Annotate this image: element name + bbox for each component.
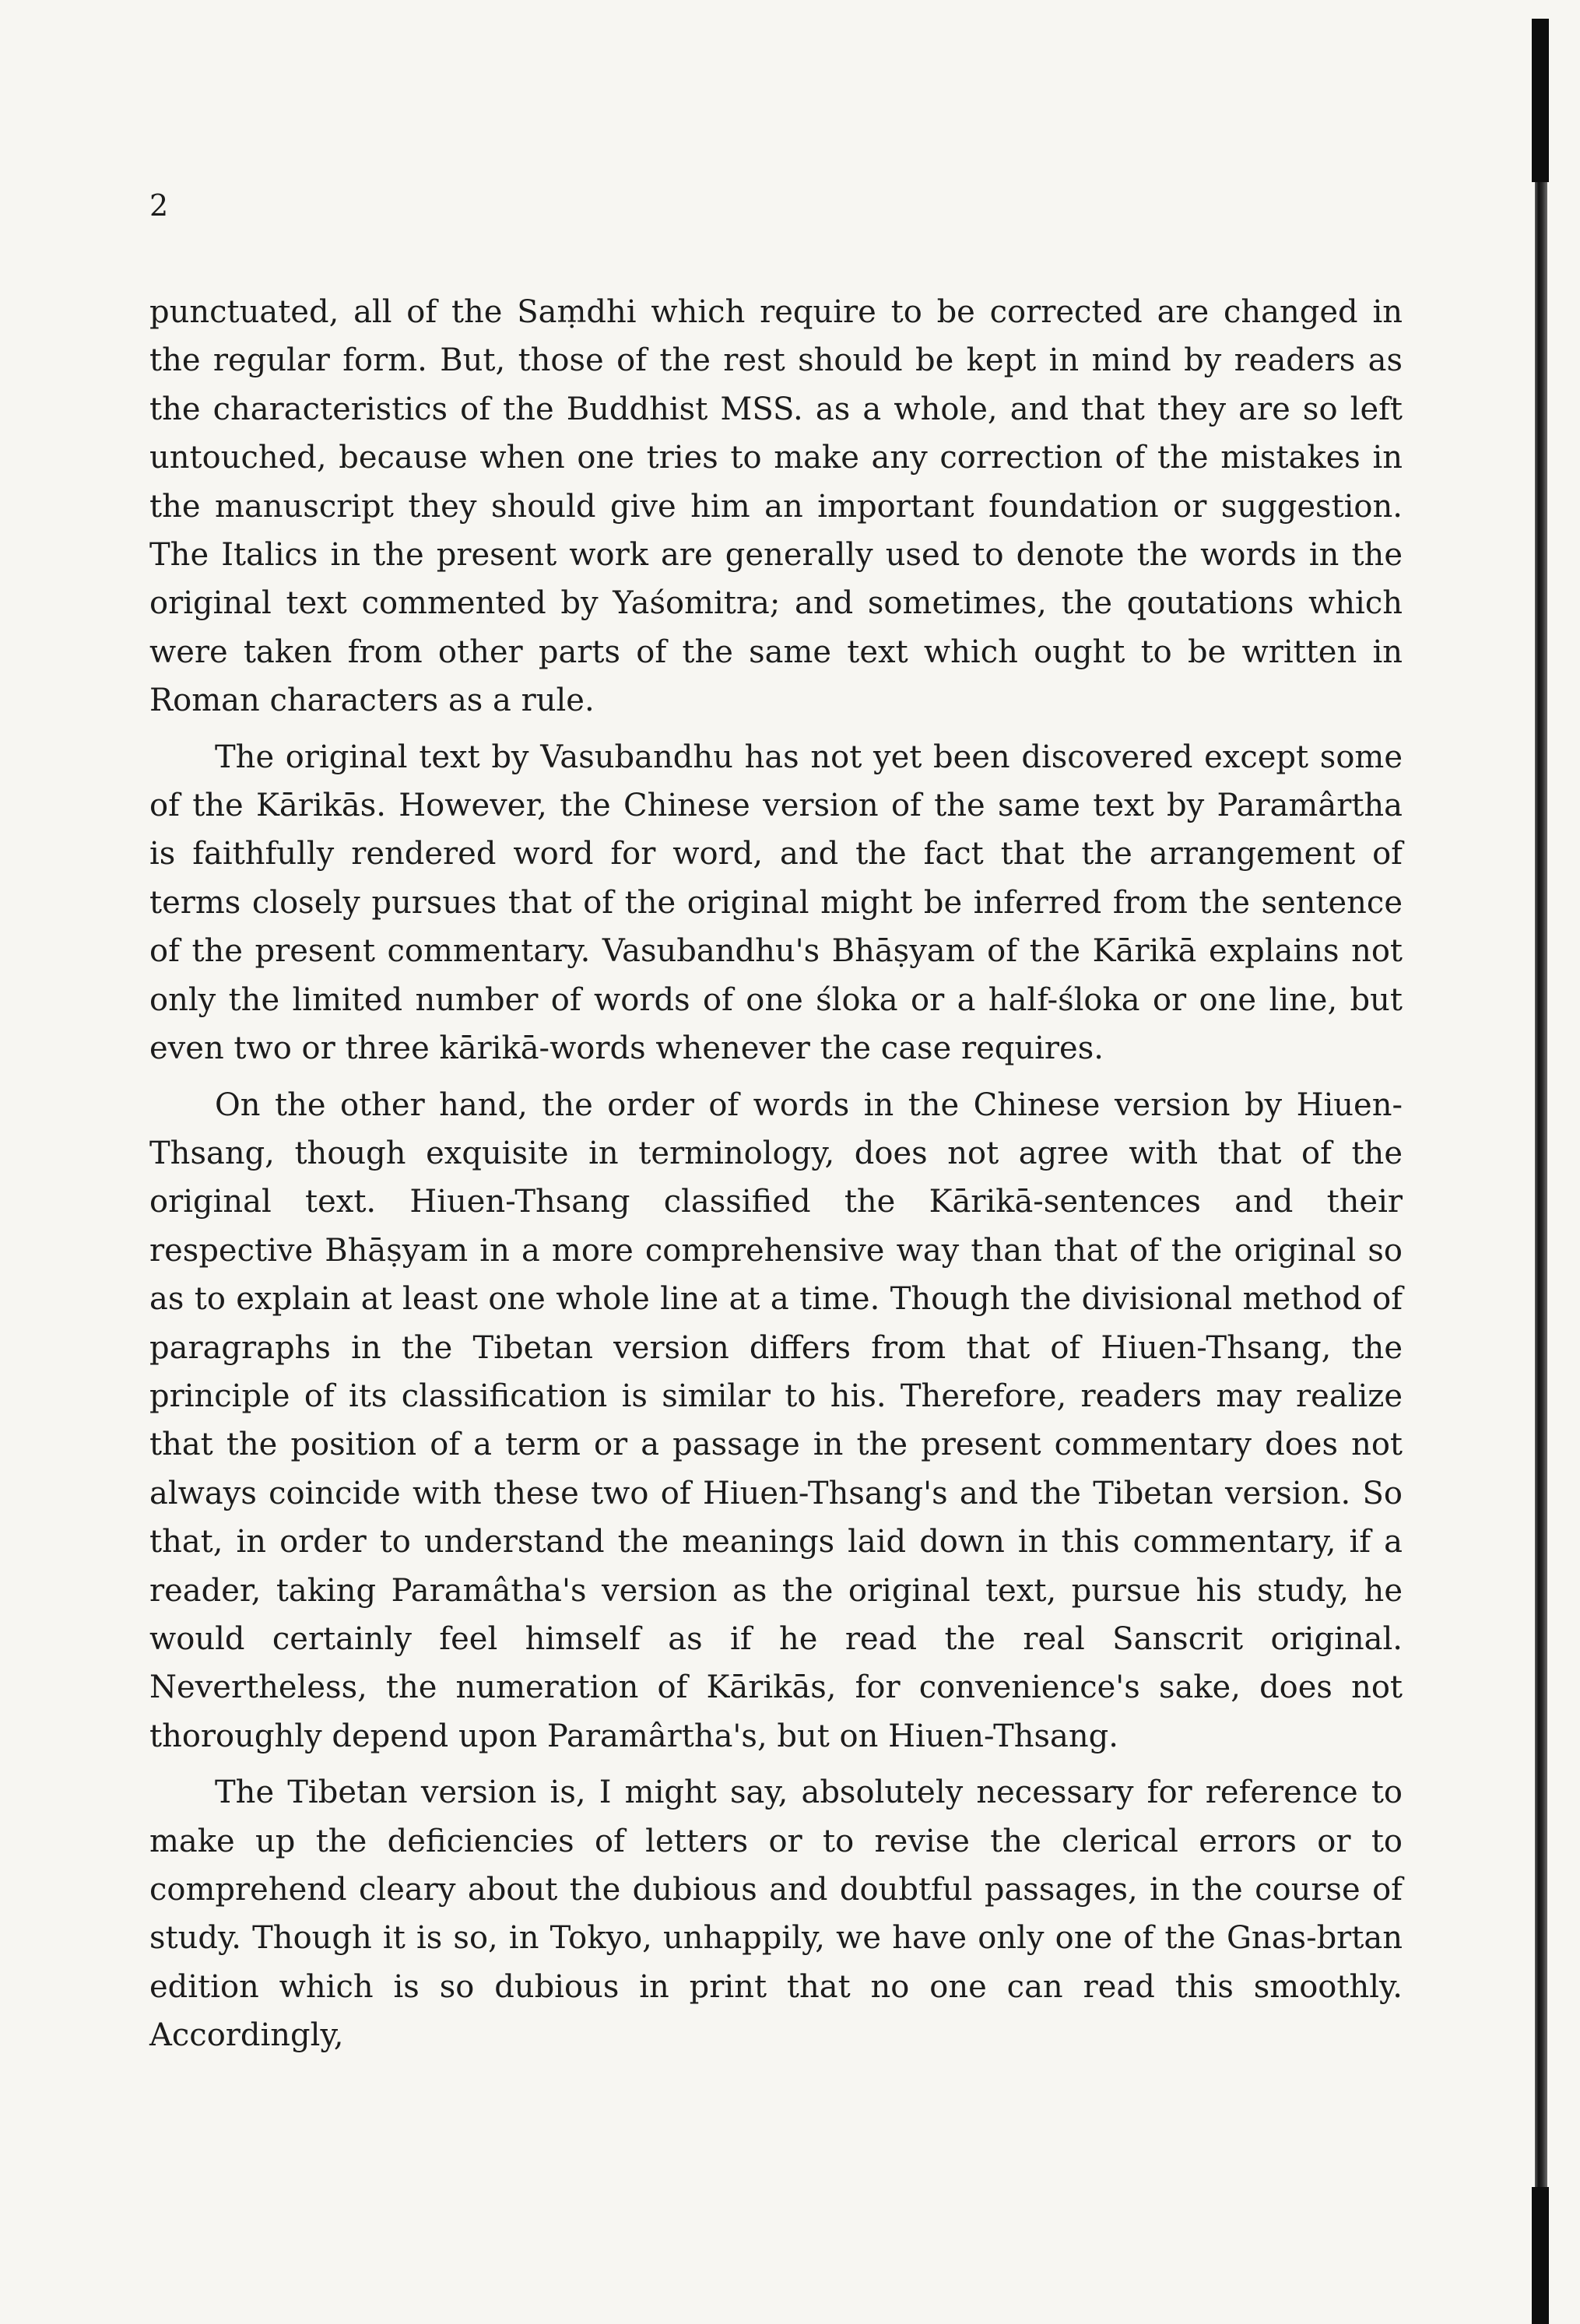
paragraph-2: The original text by Vasubandhu has not yet been discovered except some of the Kārikās. However, the Chinese version of the same text by Paramârtha is faithfully rendered word for word, and the fact that the arrangement of terms closely pursues that of the original might be inferred from the sentence of the present commentary. Vasubandhu's Bhāṣyam of the Kārikā explains not only the limited number of words of one śloka or a half-śloka or one line, but even two or three kārikā-words whenever the case requires. xyxy=(149,739,1403,1067)
paragraph-3: On the other hand, the order of words in the Chinese version by Hiuen-Thsang, though exquisite in terminology, does not agree with that of the original text. Hiuen-Thsang classified the Kārikā-sentences and their respective Bhāṣyam in a more comprehensive way than that of the original so as to explain at least one whole line at a time. Though the divisional method of paragraphs in the Tibetan version differs from that of Hiuen-Thsang, the principle of its classification is similar to his. Therefore, readers may realize that the position of a term or a passage in the present commentary does not always coincide with these two of Hiuen-Thsang's and the Tibetan version. So that, in order to understand the meanings laid down in this commentary, if a reader, taking Paramâtha's version as the original text, pursue his study, he would certainly feel himself as if he read the real Sanscrit original. Nevertheless, the numeration of Kārikās, for convenience's sake, does not thoroughly depend upon Paramârtha's, but on Hiuen-Thsang. xyxy=(149,1087,1403,1754)
page-edge-shadow-top xyxy=(1532,19,1549,182)
paragraph-4: The Tibetan version is, I might say, absolutely necessary for reference to make up the deficiencies of letters or to revise the clerical errors or to comprehend cleary about the dubious and doubtful passages, in the course of study. Though it is so, in Tokyo, unhappily, we have only one of the Gnas-brtan edition which is so dubious in print that no one can read this smoothly. Accordingly, xyxy=(149,1775,1403,2054)
paragraph-1: punctuated, all of the Saṃdhi which require to be corrected are changed in the regular form. But, those of the rest should be kept in mind by readers as the characteristics of the Buddhist MSS. as a whole, and that they are so left untouched, because when one tries to make any correction of the mistakes in the manuscript they should give him an important foundation or suggestion. The Italics in the present work are generally used to denote the words in the original text commented by Yaśomitra; and sometimes, the qoutations which were taken from other parts of the same text which ought to be written in Roman characters as a rule. xyxy=(149,294,1403,719)
page-edge-shadow-bottom xyxy=(1532,2187,1549,2324)
page-edge-shadow xyxy=(1535,19,1547,2324)
body-text xyxy=(149,288,1403,2068)
page-number: 2 xyxy=(149,188,169,223)
